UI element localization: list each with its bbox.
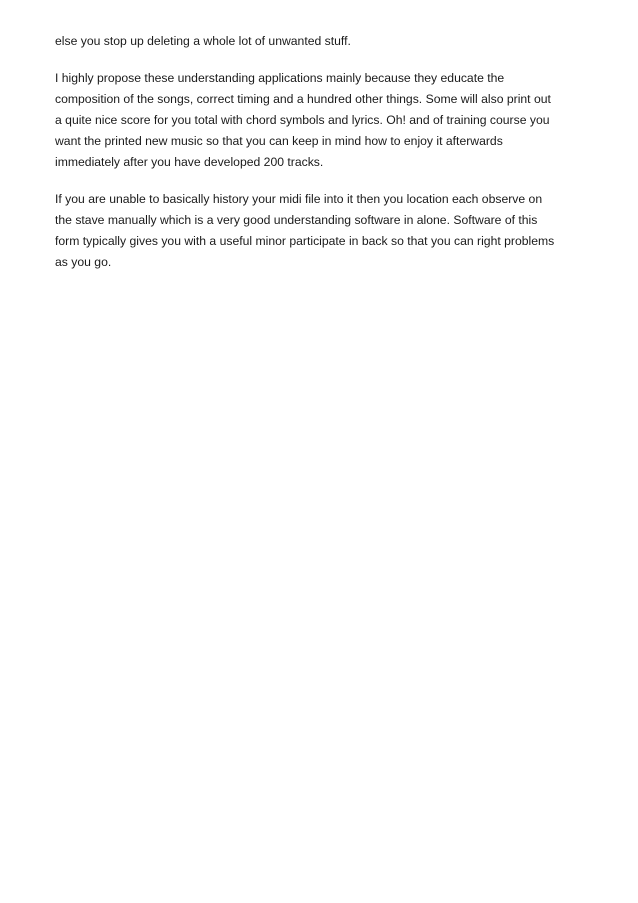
document-body (55, 31, 600, 289)
paragraph-line: composition of the songs, correct timing and a hundred other things. Some will also print out (55, 92, 551, 106)
paragraph-1 (55, 31, 600, 52)
paragraph-2 (55, 68, 600, 173)
paragraph-line: want the printed new music so that you can keep in mind how to enjoy it afterwards (55, 134, 503, 148)
paragraph-line: If you are unable to basically history your midi file into it then you location each observe on (55, 192, 543, 206)
paragraph-line: the stave manually which is a very good understanding software in alone. Software of this (55, 213, 538, 227)
paragraph-line: else you stop up deleting a whole lot of unwanted stuff. (55, 34, 351, 48)
paragraph-line: immediately after you have developed 200 tracks. (55, 155, 324, 169)
paragraph-line: a quite nice score for you total with chord symbols and lyrics. Oh! and of training course you (55, 113, 550, 127)
paragraph-line: I highly propose these understanding applications mainly because they educate the (55, 71, 505, 85)
paragraph-line: form typically gives you with a useful minor participate in back so that you can right problems (55, 234, 555, 248)
paragraph-line: as you go. (55, 255, 112, 269)
paragraph-3 (55, 189, 600, 273)
